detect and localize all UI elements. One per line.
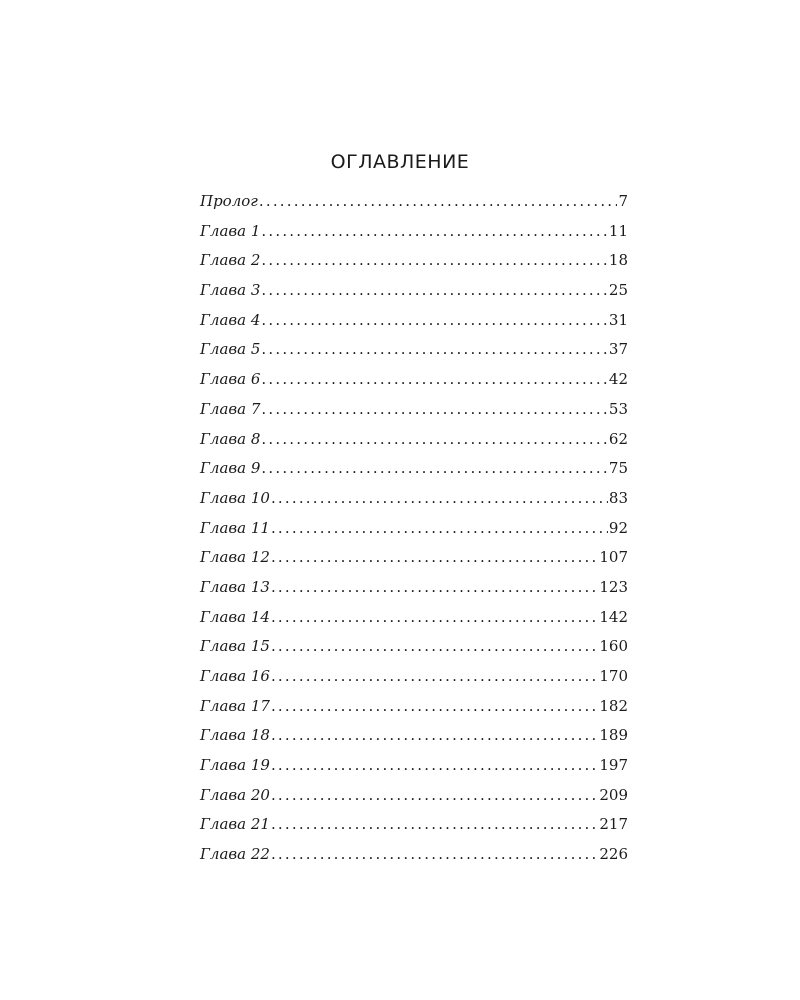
toc-entry: [200, 662, 628, 692]
toc-entry-page-number: 160: [599, 637, 628, 656]
toc-dot-leader: [261, 454, 607, 484]
toc-entry-page-number: 107: [599, 548, 628, 567]
toc-entry-page-number: 92: [608, 518, 628, 537]
toc-entry-page-number: 62: [608, 429, 628, 448]
toc-entry-label: Глава 9: [200, 459, 261, 478]
toc-entry-label: Пролог: [200, 192, 258, 210]
toc-dot-leader: [261, 335, 607, 365]
toc-dot-leader: [271, 573, 598, 603]
toc-entry-page-number: 7: [618, 192, 628, 210]
toc-entry: [200, 751, 628, 781]
toc-dot-leader: [259, 187, 618, 217]
toc-entry: [200, 454, 628, 484]
toc-dot-leader: [271, 603, 598, 633]
toc-entry: [200, 217, 628, 247]
toc-entry-label: Глава 20: [200, 785, 270, 804]
toc-dot-leader: [271, 543, 598, 573]
toc-entry: [200, 484, 628, 514]
toc-dot-leader: [271, 810, 598, 840]
toc-dot-leader: [271, 632, 598, 662]
toc-entry-label: Глава 6: [200, 370, 261, 389]
toc-dot-leader: [271, 840, 598, 870]
toc-entry-label: Глава 11: [200, 518, 270, 537]
toc-dot-leader: [271, 484, 608, 514]
toc-entry: [200, 840, 628, 870]
toc-entry-page-number: 182: [599, 696, 628, 715]
toc-entry-page-number: 197: [599, 756, 628, 775]
toc-entry: [200, 187, 628, 217]
toc-entry-label: Глава 10: [200, 488, 270, 507]
toc-entry-label: Глава 8: [200, 429, 261, 448]
toc-title: ОГЛАВЛЕНИЕ: [330, 151, 470, 173]
toc-dot-leader: [271, 721, 598, 751]
toc-dot-leader: [261, 425, 607, 455]
toc-list: [200, 187, 628, 870]
toc-dot-leader: [271, 514, 608, 544]
toc-entry-label: Глава 3: [200, 281, 261, 300]
toc-entry: [200, 810, 628, 840]
toc-entry-page-number: 11: [608, 221, 628, 240]
toc-entry-label: Глава 19: [200, 756, 270, 775]
toc-dot-leader: [271, 781, 598, 811]
toc-entry: [200, 692, 628, 722]
toc-entry-page-number: 189: [599, 726, 628, 745]
toc-entry-page-number: 42: [608, 370, 628, 389]
toc-entry-page-number: 170: [599, 667, 628, 685]
toc-entry: [200, 781, 628, 811]
toc-entry-page-number: 18: [608, 251, 628, 270]
toc-entry-label: Глава 5: [200, 340, 261, 359]
toc-entry-page-number: 209: [599, 785, 628, 804]
toc-entry-label: Глава 22: [200, 845, 270, 864]
toc-entry-label: Глава 1: [200, 221, 261, 240]
toc-entry: [200, 425, 628, 455]
toc-entry-page-number: 75: [608, 459, 628, 478]
toc-entry-label: Глава 16: [200, 667, 270, 685]
toc-entry-page-number: 123: [599, 577, 628, 596]
toc-dot-leader: [261, 395, 607, 425]
toc-entry: [200, 306, 628, 336]
toc-entry: [200, 632, 628, 662]
toc-entry-page-number: 37: [608, 340, 628, 359]
toc-entry: [200, 276, 628, 306]
toc-entry-label: Глава 17: [200, 696, 270, 715]
toc-entry-page-number: 217: [599, 815, 628, 834]
toc-dot-leader: [271, 662, 598, 692]
toc-entry-label: Глава 7: [200, 399, 261, 418]
toc-entry-page-number: 142: [599, 607, 628, 626]
toc-dot-leader: [261, 276, 607, 306]
toc-entry-label: Глава 18: [200, 726, 270, 745]
toc-entry: [200, 721, 628, 751]
toc-entry: [200, 365, 628, 395]
toc-entry: [200, 573, 628, 603]
toc-entry-label: Глава 15: [200, 637, 270, 656]
toc-entry-label: Глава 4: [200, 310, 261, 329]
toc-entry: [200, 246, 628, 276]
toc-entry-page-number: 31: [608, 310, 628, 329]
toc-entry: [200, 603, 628, 633]
toc-dot-leader: [261, 306, 607, 336]
toc-entry-label: Глава 21: [200, 815, 270, 834]
toc-entry-page-number: 226: [599, 845, 628, 864]
toc-dot-leader: [271, 751, 598, 781]
toc-dot-leader: [271, 692, 598, 722]
toc-entry: [200, 395, 628, 425]
toc-entry-label: Глава 14: [200, 607, 270, 626]
toc-dot-leader: [261, 246, 607, 276]
toc-entry: [200, 335, 628, 365]
toc-entry-page-number: 25: [608, 281, 628, 300]
toc-entry-label: Глава 13: [200, 577, 270, 596]
toc-entry-page-number: 83: [608, 488, 628, 507]
toc-entry-page-number: 53: [608, 399, 628, 418]
toc-dot-leader: [261, 365, 607, 395]
toc-entry: [200, 514, 628, 544]
toc-dot-leader: [261, 217, 607, 247]
toc-entry-label: Глава 2: [200, 251, 261, 270]
toc-entry-label: Глава 12: [200, 548, 270, 567]
toc-entry: [200, 543, 628, 573]
